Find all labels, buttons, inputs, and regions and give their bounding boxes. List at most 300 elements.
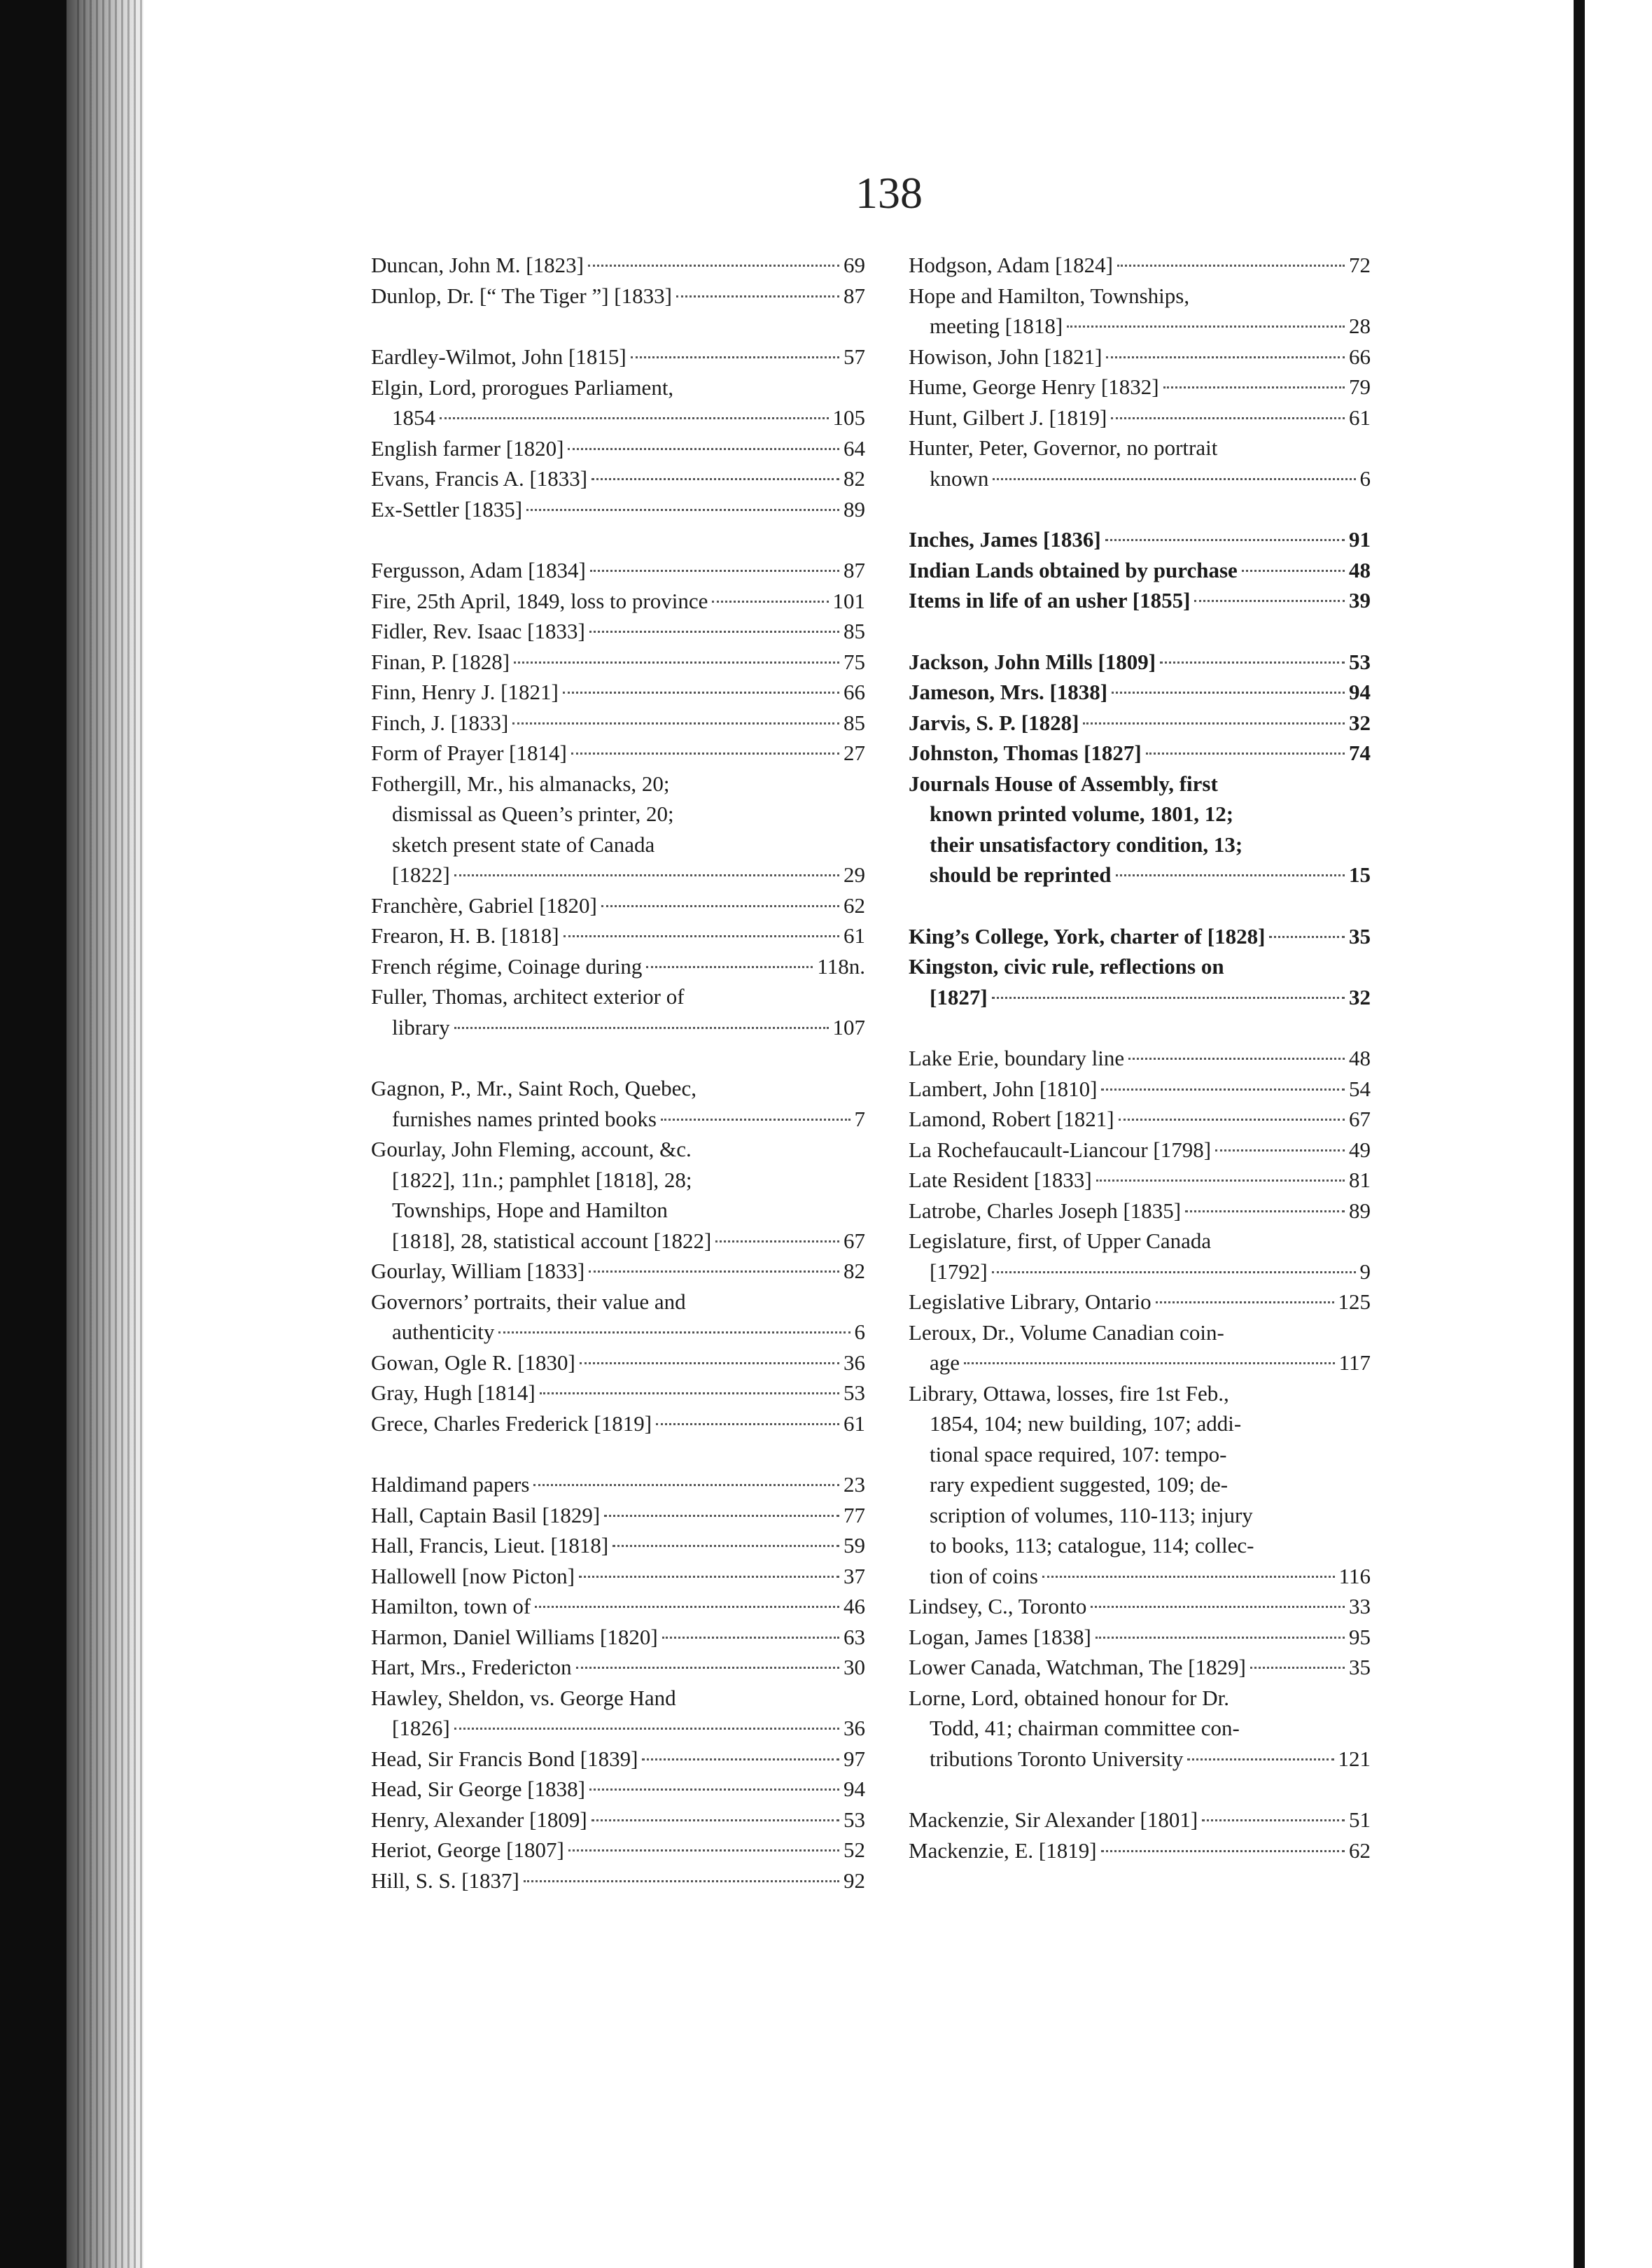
index-entry (371, 1378, 865, 1408)
entry-text: Gowan, Ogle R. [1830] (371, 1350, 575, 1375)
index-entry (371, 1774, 865, 1805)
page-reference: 66 (1349, 344, 1371, 369)
index-entry (909, 555, 1371, 586)
page-reference: 77 (844, 1502, 865, 1527)
page-reference: 7 (854, 1106, 865, 1131)
page-reference: 62 (844, 892, 865, 918)
page-reference: 101 (832, 588, 865, 613)
dot-leader (715, 1240, 839, 1242)
dot-leader (1160, 662, 1345, 664)
entry-line (371, 1226, 865, 1256)
entry-text: Finan, P. [1828] (371, 649, 510, 674)
entry-text: [1822] (392, 862, 450, 887)
entry-text: Ex-Settler [1835] (371, 496, 523, 522)
dot-leader (1185, 1210, 1345, 1212)
entry-line (909, 402, 1371, 433)
entry-text: tion of coins (930, 1563, 1038, 1588)
dot-leader (590, 570, 839, 572)
index-entry (909, 1196, 1371, 1226)
entry-line (909, 1805, 1371, 1835)
index-entry (371, 1622, 865, 1653)
entry-text: Head, Sir George [1838] (371, 1777, 585, 1801)
dot-leader (646, 966, 813, 968)
page-reference: 74 (1349, 741, 1371, 765)
entry-text: Dunlop, Dr. [“ The Tiger ”] [1833] (371, 283, 672, 308)
index-entry (371, 890, 865, 921)
entry-line (371, 1683, 865, 1714)
entry-text: Duncan, John M. [1823] (371, 253, 584, 277)
entry-text: Fuller, Thomas, architect exterior of (371, 984, 685, 1009)
dot-leader (631, 356, 839, 358)
index-entry (371, 1348, 865, 1378)
dot-leader (1194, 600, 1345, 602)
entry-text: Finn, Henry J. [1821] (371, 680, 559, 704)
entry-text: age (930, 1350, 960, 1375)
index-entry (909, 1226, 1371, 1287)
dot-leader (512, 722, 839, 724)
index-entry (371, 1134, 865, 1256)
index-entry (371, 342, 865, 372)
entry-line (371, 1713, 865, 1744)
index-entry (909, 951, 1371, 1012)
dot-leader (576, 1667, 839, 1669)
entry-line (909, 433, 1371, 463)
dot-leader (514, 662, 839, 664)
entry-line (371, 890, 865, 921)
dot-leader (588, 265, 839, 267)
page-reference: 6 (1359, 465, 1371, 491)
index-entry (909, 1317, 1371, 1378)
entry-line (909, 342, 1371, 372)
dot-leader (1128, 1058, 1345, 1060)
page-reference: 53 (1349, 649, 1371, 674)
entry-text: dismissal as Queen’s printer, 20; (392, 802, 674, 826)
index-entry (909, 1135, 1371, 1166)
entry-line (371, 1165, 865, 1196)
page-reference: 85 (844, 710, 865, 735)
dot-leader (1101, 1850, 1345, 1852)
entry-text: Late Resident [1833] (909, 1168, 1092, 1192)
dot-leader (1096, 1180, 1345, 1182)
entry-line (909, 708, 1371, 738)
index-entry (371, 647, 865, 678)
index-entry (371, 372, 865, 433)
index-entry (371, 1287, 865, 1348)
entry-line (371, 463, 865, 494)
entry-line (371, 1835, 865, 1865)
page-reference: 59 (844, 1533, 865, 1558)
index-entry (371, 1591, 865, 1622)
entry-text: Hill, S. S. [1837] (371, 1868, 519, 1893)
entry-line (371, 494, 865, 525)
index-entry (371, 1865, 865, 1896)
entry-line (371, 1622, 865, 1653)
dot-leader (656, 1423, 839, 1425)
page-edge-stack (77, 0, 144, 2268)
index-entry (371, 1744, 865, 1774)
entry-line (909, 524, 1371, 555)
index-entry (371, 1408, 865, 1439)
entry-text: Hume, George Henry [1832] (909, 374, 1159, 399)
entry-line (371, 1104, 865, 1135)
entry-text: Elgin, Lord, prorogues Parliament, (371, 374, 674, 400)
entry-line (371, 1865, 865, 1896)
entry-text: Latrobe, Charles Joseph [1835] (909, 1198, 1182, 1223)
entry-text: Head, Sir Francis Bond [1839] (371, 1746, 638, 1771)
entry-text: Gourlay, William [1833] (371, 1259, 585, 1283)
entry-text: Townships, Hope and Hamilton (392, 1198, 668, 1222)
dot-leader (1083, 722, 1345, 724)
entry-text: Fothergill, Mr., his almanacks, 20; (371, 771, 670, 796)
entry-text: Hallowell [now Picton] (371, 1563, 575, 1588)
page-reference: 37 (844, 1563, 865, 1588)
entry-text: meeting [1818] (930, 314, 1063, 338)
dot-leader (1042, 1576, 1335, 1578)
index-entry (371, 1683, 865, 1744)
entry-text: Journals House of Assembly, first (909, 771, 1218, 796)
dot-leader (592, 1819, 839, 1821)
entry-line (909, 1530, 1371, 1561)
entry-text: their unsatisfactory condition, 13; (930, 832, 1243, 857)
entry-line (909, 250, 1371, 281)
dot-leader (992, 1271, 1356, 1273)
page-reference: 81 (1349, 1168, 1371, 1192)
entry-line (909, 1165, 1371, 1196)
dot-leader (1096, 1637, 1345, 1639)
entry-text: should be reprinted (930, 862, 1112, 887)
facing-page-edge (1574, 0, 1585, 2268)
dot-leader (498, 1331, 850, 1334)
entry-text: Hunter, Peter, Governor, no portrait (909, 435, 1218, 460)
dot-leader (601, 905, 839, 907)
dot-leader (589, 1270, 839, 1273)
page-reference: 72 (1349, 253, 1371, 277)
entry-text: Kingston, civic rule, reflections on (909, 954, 1224, 979)
entry-line (909, 281, 1371, 312)
entry-text: Gray, Hugh [1814] (371, 1380, 536, 1405)
page-reference: 116 (1338, 1563, 1371, 1588)
page-reference: 32 (1349, 984, 1371, 1009)
entry-text: Frearon, H. B. [1818] (371, 923, 559, 948)
page-reference: 30 (844, 1655, 865, 1679)
entry-text: Leroux, Dr., Volume Canadian coin- (909, 1320, 1224, 1345)
index-entry (909, 250, 1371, 281)
entry-line (909, 1226, 1371, 1256)
dot-leader (589, 1788, 839, 1791)
entry-text: Hodgson, Adam [1824] (909, 253, 1113, 277)
page-reference: 36 (844, 1350, 865, 1375)
page-reference: 97 (844, 1746, 865, 1771)
index-entry (909, 1622, 1371, 1653)
page-reference: 67 (1349, 1107, 1371, 1131)
dot-leader (1106, 356, 1345, 358)
index-entry (371, 738, 865, 769)
page-reference: 66 (844, 680, 865, 704)
index-entry (371, 433, 865, 464)
dot-leader (564, 935, 839, 937)
entry-line (371, 1378, 865, 1408)
page-reference: 63 (844, 1624, 865, 1649)
page-reference: 46 (844, 1594, 865, 1618)
page-reference: 48 (1349, 557, 1371, 582)
dot-leader (1269, 936, 1345, 938)
index-entry (909, 402, 1371, 433)
entry-line (909, 1500, 1371, 1531)
page-reference: 89 (1349, 1198, 1371, 1223)
entry-text: Henry, Alexander [1809] (371, 1807, 587, 1832)
index-entry (909, 342, 1371, 372)
index-entry (909, 1378, 1371, 1592)
page-reference: 54 (1349, 1076, 1371, 1101)
entry-text: Heriot, George [1807] (371, 1837, 564, 1862)
entry-line (371, 1134, 865, 1165)
entry-line (909, 769, 1371, 799)
page-reference: 49 (1349, 1137, 1371, 1162)
index-entry (371, 494, 865, 525)
entry-line (371, 555, 865, 586)
book-spine-shadow (0, 0, 66, 2268)
entry-line (909, 1408, 1371, 1439)
index-entry (909, 372, 1371, 402)
dot-leader (1146, 752, 1345, 755)
entry-line (909, 1835, 1371, 1866)
page-reference: 87 (844, 283, 865, 308)
index-entry (909, 1074, 1371, 1105)
entry-line (371, 738, 865, 769)
entry-line (909, 951, 1371, 982)
entry-text: Jarvis, S. P. [1828] (909, 710, 1079, 735)
entry-line (909, 799, 1371, 830)
index-entry (371, 1073, 865, 1134)
entry-text: Lambert, John [1810] (909, 1076, 1098, 1101)
entry-line (371, 342, 865, 372)
index-entry (371, 951, 865, 982)
entry-line (371, 1073, 865, 1104)
page-reference: 94 (1349, 680, 1371, 704)
dot-leader (1119, 1119, 1345, 1121)
page-number: 138 (855, 168, 923, 218)
entry-text: Hunt, Gilbert J. [1819] (909, 405, 1107, 430)
index-entry (909, 1805, 1371, 1835)
index-entry (909, 1287, 1371, 1317)
entry-text: Governors’ portraits, their value and (371, 1289, 686, 1314)
entry-line (371, 830, 865, 860)
entry-line (909, 555, 1371, 586)
entry-text: Logan, James [1838] (909, 1624, 1091, 1649)
page-reference: 35 (1349, 923, 1371, 948)
entry-text: known (930, 465, 989, 491)
page-reference: 118n. (817, 953, 865, 979)
page-reference: 125 (1338, 1289, 1371, 1314)
entry-line (371, 1652, 865, 1683)
entry-text: English farmer [1820] (371, 435, 564, 461)
entry-text: Gagnon, P., Mr., Saint Roch, Quebec, (371, 1076, 696, 1100)
page-reference: 9 (1359, 1259, 1371, 1284)
page-reference: 105 (832, 405, 865, 430)
entry-text: Gourlay, John Fleming, account, &c. (371, 1137, 692, 1161)
entry-line (909, 1622, 1371, 1653)
entry-text: tional space required, 107: tempo- (930, 1441, 1227, 1466)
index-entry (371, 708, 865, 738)
page-reference: 94 (844, 1777, 865, 1801)
index-entry (371, 1469, 865, 1500)
entry-text: Evans, Francis A. [1833] (371, 466, 588, 491)
entry-text: Finch, J. [1833] (371, 710, 509, 735)
page-reference: 6 (854, 1320, 865, 1344)
dot-leader (563, 692, 839, 694)
entry-text: 1854, 104; new building, 107; addi- (930, 1411, 1242, 1436)
page-reference: 95 (1349, 1624, 1371, 1649)
entry-line (909, 1713, 1371, 1744)
index-entry (371, 769, 865, 890)
page-reference: 52 (844, 1837, 865, 1862)
index-entry (371, 1805, 865, 1835)
entry-line (909, 311, 1371, 342)
entry-line (371, 1805, 865, 1835)
dot-leader (568, 1849, 839, 1851)
entry-text: Lorne, Lord, obtained honour for Dr. (909, 1685, 1229, 1710)
page-reference: 121 (1338, 1746, 1371, 1771)
index-entry (909, 677, 1371, 708)
entry-line (909, 1196, 1371, 1226)
entry-text: Grece, Charles Frederick [1819] (371, 1410, 652, 1436)
dot-leader (1250, 1667, 1345, 1669)
entry-text: King’s College, York, charter of [1828] (909, 923, 1266, 948)
entry-text: Harmon, Daniel Williams [1820] (371, 1624, 658, 1649)
entry-text: Indian Lands obtained by purchase (909, 557, 1238, 582)
entry-line (371, 281, 865, 312)
entry-line (371, 708, 865, 738)
page-reference: 57 (844, 344, 865, 369)
index-entry (909, 1165, 1371, 1196)
index-entry (371, 1530, 865, 1561)
entry-text: Items in life of an usher [1855] (909, 588, 1191, 612)
page-reference: 51 (1349, 1807, 1371, 1832)
entry-text: Hart, Mrs., Fredericton (371, 1655, 572, 1679)
dot-leader (1202, 1819, 1345, 1821)
entry-line (909, 585, 1371, 616)
dot-leader (964, 1362, 1335, 1364)
entry-line (371, 860, 865, 890)
entry-text: Hall, Francis, Lieut. [1818] (371, 1533, 609, 1558)
entry-line (371, 1195, 865, 1226)
index-entry (909, 647, 1371, 678)
page-reference: 85 (844, 619, 865, 643)
entry-text: Lower Canada, Watchman, The [1829] (909, 1655, 1246, 1679)
entry-text: Inches, James [1836] (909, 527, 1101, 552)
dot-leader (642, 1758, 839, 1760)
dot-leader (533, 1484, 839, 1486)
dot-leader (1091, 1606, 1345, 1608)
index-entry (371, 1835, 865, 1865)
index-entry (371, 981, 865, 1042)
entry-line (909, 982, 1371, 1013)
index-entry (371, 616, 865, 647)
entry-text: Fergusson, Adam [1834] (371, 558, 586, 582)
index-entry (909, 921, 1371, 952)
page-reference: 61 (844, 1410, 865, 1436)
entry-line (371, 647, 865, 678)
index-entry (371, 1561, 865, 1592)
page-reference: 67 (844, 1228, 865, 1253)
index-entry (371, 463, 865, 494)
entry-line (371, 1256, 865, 1287)
entry-text: Legislative Library, Ontario (909, 1289, 1152, 1314)
entry-line (909, 1074, 1371, 1105)
page-reference: 107 (832, 1014, 865, 1040)
index-entry (909, 769, 1371, 890)
entry-text: [1818], 28, statistical account [1822] (392, 1228, 712, 1253)
entry-line (371, 372, 865, 403)
entry-text: Howison, John [1821] (909, 344, 1102, 369)
page-reference: 89 (844, 496, 865, 522)
index-entry (909, 1683, 1371, 1774)
page-reference: 91 (1349, 527, 1371, 552)
entry-line (909, 463, 1371, 494)
index-entry (909, 433, 1371, 493)
page-reference: 53 (844, 1380, 865, 1405)
dot-leader (1242, 570, 1345, 572)
index-entry (371, 677, 865, 708)
index-entry (909, 1652, 1371, 1683)
entry-line (371, 1774, 865, 1805)
dot-leader (1112, 692, 1345, 694)
entry-line (909, 1744, 1371, 1774)
entry-text: authenticity (392, 1320, 495, 1344)
entry-text: Hawley, Sheldon, vs. George Hand (371, 1685, 676, 1710)
entry-text: Johnston, Thomas [1827] (909, 741, 1142, 765)
entry-text: Franchère, Gabriel [1820] (371, 892, 597, 918)
entry-line (371, 1500, 865, 1531)
entry-text: rary expedient suggested, 109; de- (930, 1472, 1228, 1497)
entry-text: Haldimand papers (371, 1472, 530, 1497)
entry-line (371, 1012, 865, 1043)
dot-leader (1187, 1758, 1334, 1760)
entry-text: Todd, 41; chairman committee con- (930, 1716, 1240, 1740)
page-reference: 33 (1349, 1594, 1371, 1618)
dot-leader (1116, 874, 1345, 876)
entry-line (371, 1744, 865, 1774)
entry-text: Fidler, Rev. Isaac [1833] (371, 619, 585, 643)
dot-leader (454, 1728, 839, 1730)
entry-line (371, 677, 865, 708)
entry-text: sketch present state of Canada (392, 832, 655, 857)
entry-text: Mackenzie, Sir Alexander [1801] (909, 1807, 1198, 1832)
index-entry (909, 708, 1371, 738)
index-entry (371, 1256, 865, 1287)
page-reference: 79 (1349, 374, 1371, 399)
page-reference: 75 (844, 649, 865, 674)
entry-text: Lake Erie, boundary line (909, 1046, 1125, 1070)
dot-leader (1101, 1088, 1345, 1091)
dot-leader (662, 1637, 839, 1639)
entry-text: [1792] (930, 1259, 988, 1284)
index-entry (909, 1835, 1371, 1866)
index-entry (371, 281, 865, 312)
entry-line (909, 1469, 1371, 1500)
index-entry (371, 1500, 865, 1531)
entry-text: 1854 (392, 405, 435, 430)
entry-text: Fire, 25th April, 1849, loss to province (371, 588, 708, 613)
entry-text: furnishes names printed books (392, 1106, 657, 1131)
entry-line (371, 1469, 865, 1500)
entry-text: Legislature, first, of Upper Canada (909, 1228, 1212, 1253)
entry-line (371, 769, 865, 799)
index-column-right (909, 250, 1371, 1865)
entry-line (371, 1348, 865, 1378)
entry-text: Lindsey, C., Toronto (909, 1594, 1087, 1618)
page-reference: 27 (844, 741, 865, 765)
